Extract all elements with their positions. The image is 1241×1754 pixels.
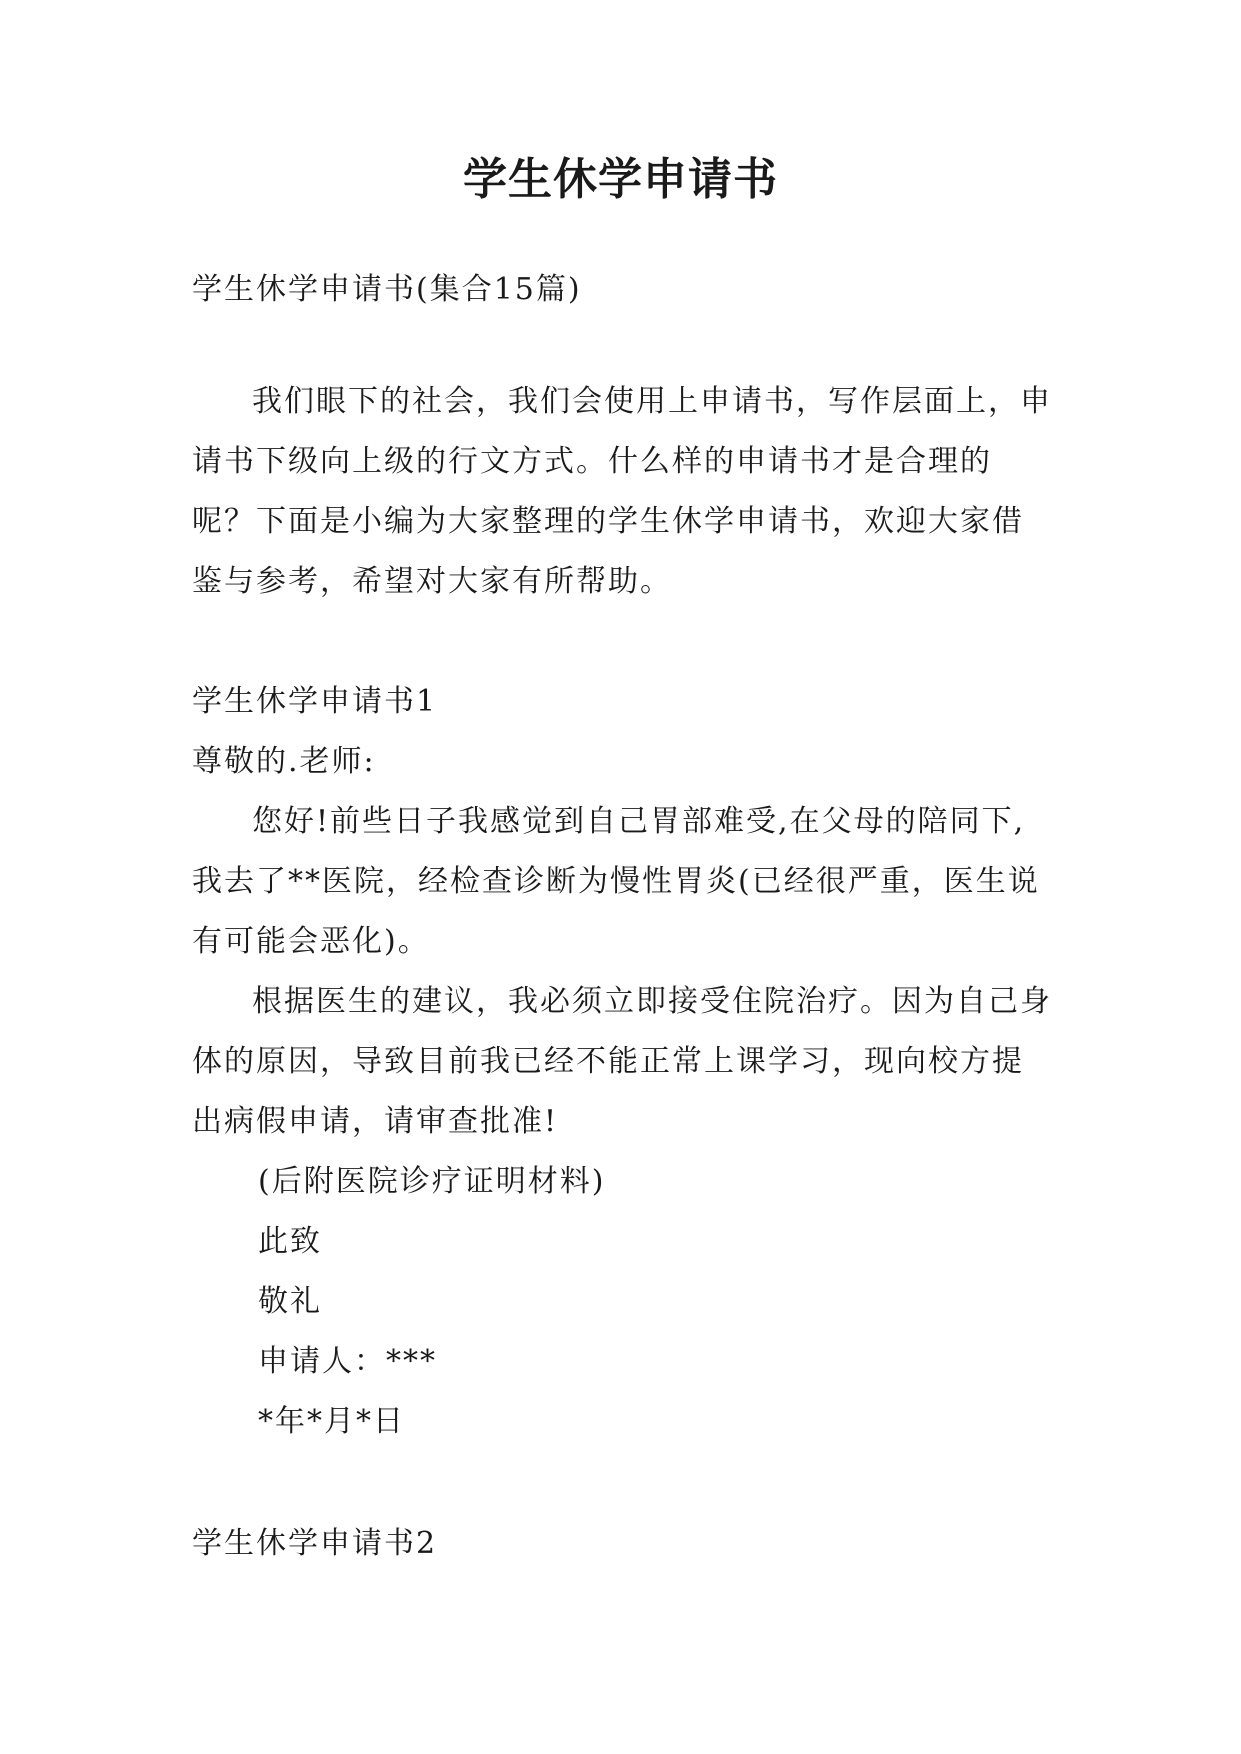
document-title: 学生休学申请书 <box>463 154 778 205</box>
section-1-closing-1: 此致 <box>258 1224 322 1259</box>
intro-paragraph: 我们眼下的社会，我们会使用上申请书，写作层面上，申请书下级向上级的行文方式。什么样的申请书才是合理的呢？下面是小编为大家整理的学生休学申请书，欢迎大家借鉴与参考，希望对大家有所帮助。 <box>192 384 1052 599</box>
section-1-paragraph-2: 根据医生的建议，我必须立即接受住院治疗。因为自己身体的原因，导致目前我已经不能正常上课学习，现向校方提出病假申请，请审查批准! <box>192 984 1052 1139</box>
section-1-salutation: 尊敬的.老师: <box>192 744 376 779</box>
section-1-applicant: 申请人：*** <box>258 1344 437 1379</box>
section-2-heading: 学生休学申请书2 <box>192 1526 438 1561</box>
section-1-date: *年*月*日 <box>258 1404 405 1439</box>
section-1-heading: 学生休学申请书1 <box>192 684 438 719</box>
section-1-attachment: (后附医院诊疗证明材料) <box>258 1164 606 1199</box>
section-1-closing-2: 敬礼 <box>258 1284 322 1319</box>
document-subtitle: 学生休学申请书(集合15篇) <box>192 272 582 307</box>
section-1-paragraph-1: 您好!前些日子我感觉到自己胃部难受,在父母的陪同下,我去了**医院，经检查诊断为慢性胃炎(已经很严重，医生说有可能会恶化)。 <box>192 804 1040 959</box>
document-body <box>192 260 1052 1574</box>
